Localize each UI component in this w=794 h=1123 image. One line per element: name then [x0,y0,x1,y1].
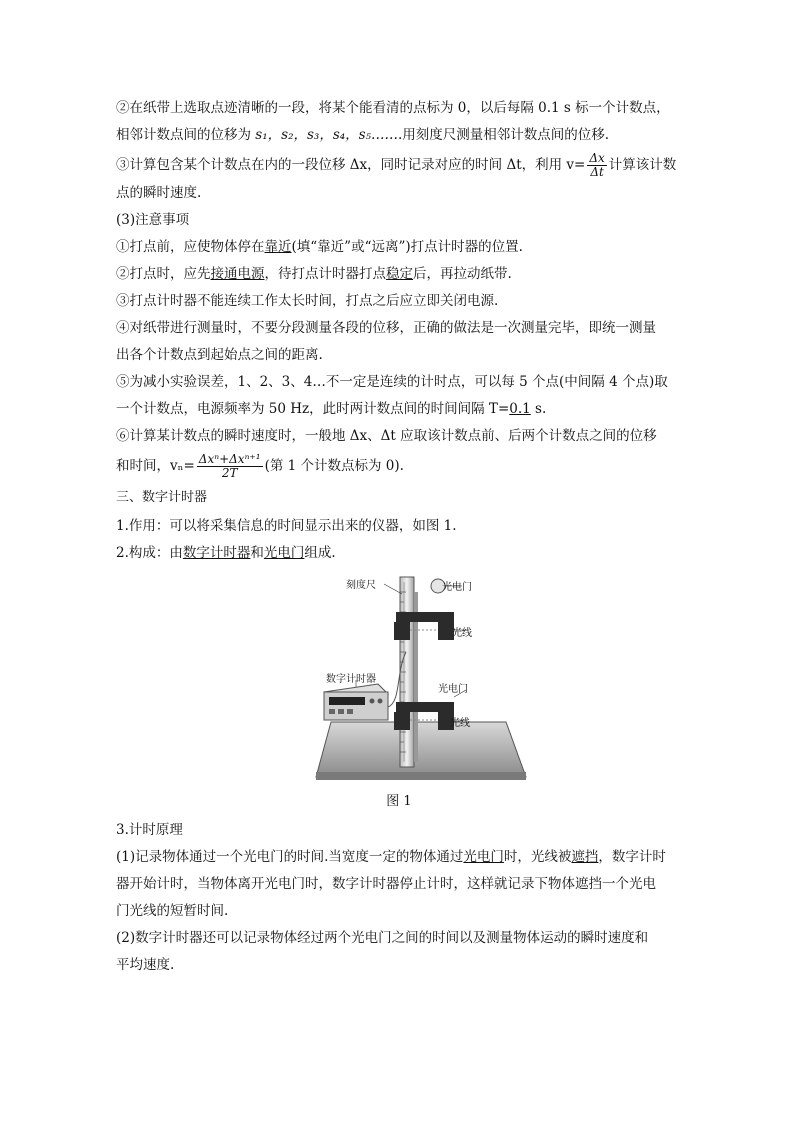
label-digital-timer: 数字计时器 [326,674,376,685]
digital-timer [324,652,406,720]
note6-frac-den: 2T [221,466,238,480]
note-5-line1: ⑤为减小实验误差，1、2、3、4…不一定是连续的计时点，可以每 5 个点(中间隔 4 个点)取 [116,374,668,390]
note6-frac-num: Δxⁿ+Δxⁿ⁺¹ [198,452,261,466]
step2-line1: ②在纸带上选取点迹清晰的一段，将某个能看清的点标为 0，以后每隔 0.1 s 标一个计数点， [116,100,670,116]
step2-s-list: s₁，s₂，s₃，s₄，s₅…… [255,127,398,143]
note2-c: 后，再拉动纸带. [413,266,512,282]
figure-caption: 图 1 [386,794,412,809]
principle-1-line2: 器开始计时，当物体离开光电门时，数字计时器停止计时，这样就记录下物体遮挡一个光电 [116,876,656,892]
note-6-line1: ⑥计算某计数点的瞬时速度时，一般地 Δx、Δt 应取该计数点前、后两个计数点之间的位移 [116,428,657,444]
principle-2-line2: 平均速度. [116,957,175,973]
principle-1-line3: 门光线的短暂时间. [116,903,229,919]
label-photogate-top: 光电门 [442,582,472,593]
item2-a: 2.构成：由 [116,545,183,561]
note1-a: ①打点前，应使物体停在 [116,239,265,255]
note6-a: 和时间，vₙ= [116,458,195,474]
note-6-line2 [116,453,682,480]
note2-b: ，待打点计时器打点 [264,266,386,282]
step3-line2: 点的瞬时速度. [116,185,202,201]
note-2 [116,262,682,287]
p1-b: 时，光线被 [503,849,572,865]
note2-answer-1: 接通电源 [210,266,265,282]
label-beam-top: 光线 [452,628,472,639]
p1-c: ，数字计时 [598,849,666,865]
label-photogate-bottom: 光电门 [438,684,468,695]
item2-answer-1: 数字计时器 [182,545,251,561]
stand-base [316,722,526,780]
note-1 [116,235,682,260]
item-1: 1.作用：可以将采集信息的时间显示出来的仪器，如图 1. [116,518,457,534]
p1-answer-2: 遮挡 [571,849,599,865]
p1-answer-1: 光电门 [463,849,504,865]
item2-c: 组成. [304,545,336,561]
step3-pre: ③计算包含某个计数点在内的一段位移 Δx，同时记录对应的时间 Δt，利用 v= [116,157,586,173]
item2-answer-2: 光电门 [263,545,305,561]
principle-1-line1 [116,845,682,870]
notes-heading: (3)注意事项 [116,212,190,228]
principle-2-line1: (2)数字计时器还可以记录物体经过两个光电门之间的时间以及测量物体运动的瞬时速度和 [116,930,649,946]
note2-answer-2: 稳定 [386,266,413,282]
item2-b: 和 [250,545,264,561]
step3-frac-num: Δx [589,151,605,165]
top-photogate [394,612,454,640]
item-2 [116,541,682,566]
step3-frac-den: Δt [590,165,604,179]
apparatus-illustration [116,572,682,787]
document-page [116,96,682,980]
step2-line2-post: .用刻度尺测量相邻计数点间的位移. [398,127,610,143]
ruler-pole [400,577,418,767]
note5-answer: 0.1 [509,401,531,417]
note6-fraction [197,453,263,480]
note6-b: (第 1 个计数点标为 0). [264,458,404,474]
step2-line2 [116,123,682,148]
step2-line2-pre: 相邻计数点间的位移为 [116,127,256,143]
note5-a: 一个计数点，电源频率为 50 Hz，此时两计数点间的时间间隔 T= [116,401,510,417]
label-beam-bottom: 光线 [450,718,470,729]
note1-b: (填“靠近”或“远离”)打点计时器的位置. [291,239,523,255]
note2-a: ②打点时，应先 [116,266,211,282]
note-3: ③打点计时器不能连续工作太长时间，打点之后应立即关闭电源. [116,293,499,309]
note-5-line2 [116,397,682,422]
note-4-line2: 出各个计数点到起始点之间的距离. [116,347,323,363]
label-ruler: 刻度尺 [346,580,376,591]
section-heading-digital-timer: 三、数字计时器 [116,490,208,505]
p1-a: (1)记录物体通过一个光电门的时间.当宽度一定的物体通过 [116,849,464,865]
item-3: 3.计时原理 [116,822,183,838]
step3-fraction [587,152,606,179]
figure-1 [116,572,682,812]
step3-line1 [116,152,682,179]
note1-answer: 靠近 [264,239,292,255]
note-4-line1: ④对纸带进行测量时，不要分段测量各段的位移，正确的做法是一次测量完毕，即统一测量 [116,320,656,336]
note5-b: s. [530,401,547,417]
step3-post: 计算该计数 [608,157,677,173]
